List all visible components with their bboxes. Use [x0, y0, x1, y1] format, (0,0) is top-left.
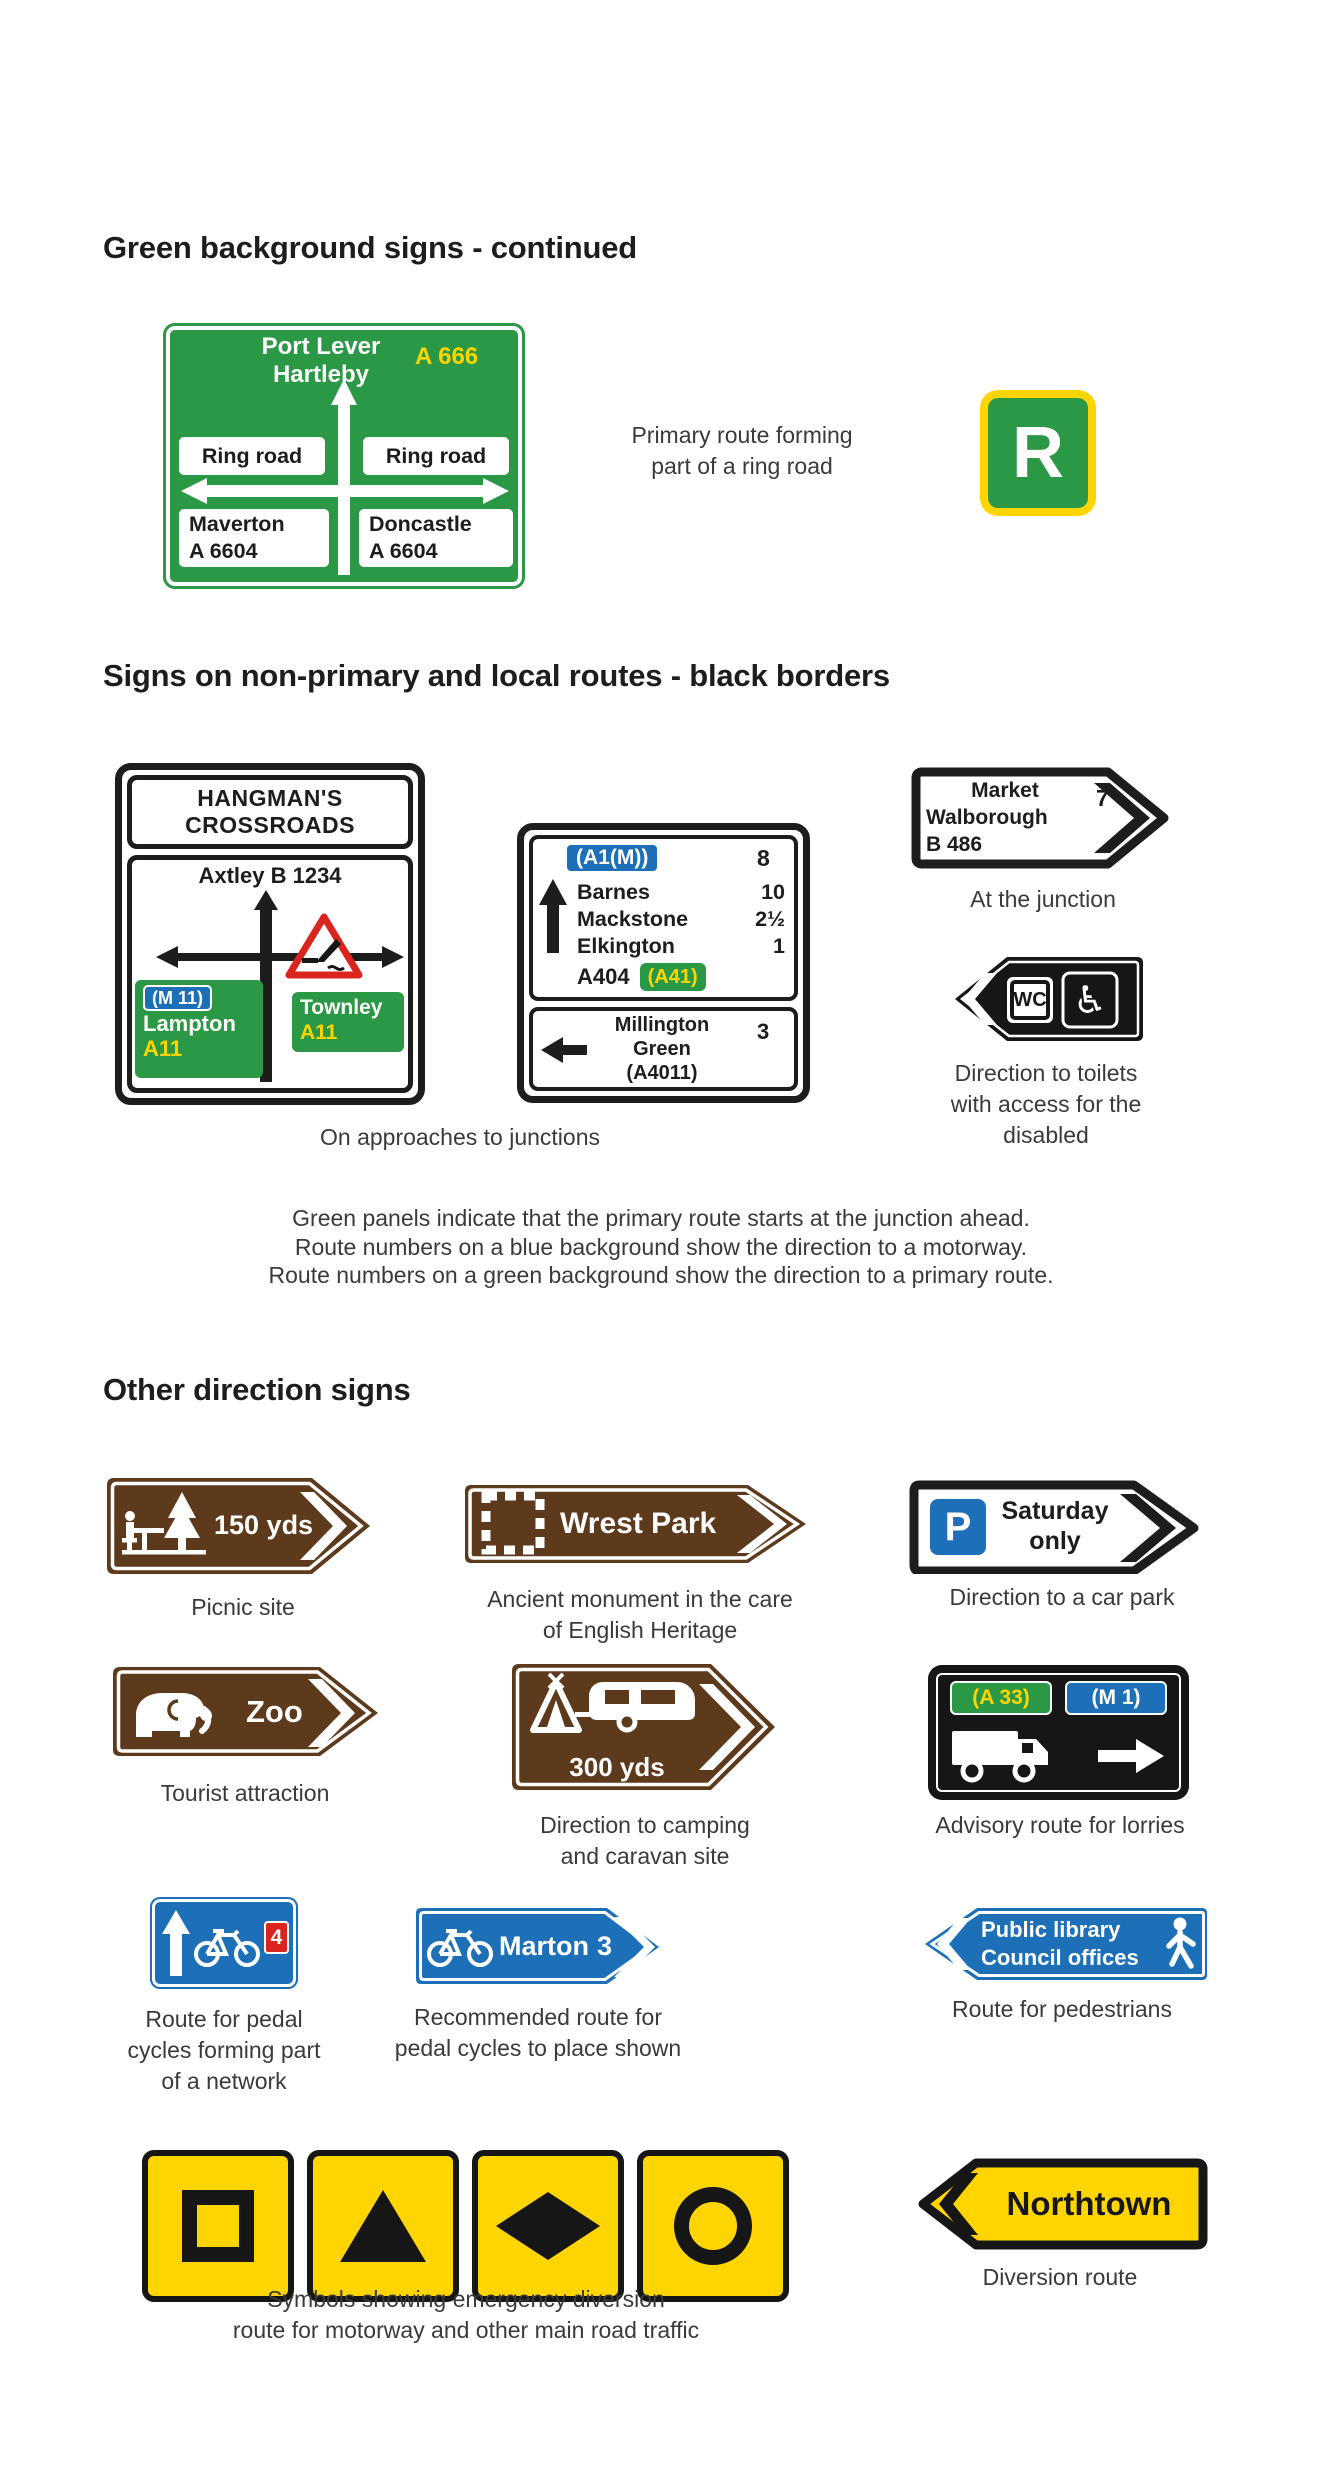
destination: Wrest Park [560, 1507, 717, 1540]
cycle-network-caption: Route for pedal cycles forming part of a network [127, 2006, 321, 2094]
section-heading-non-primary: Signs on non-primary and local routes - black borders [103, 658, 890, 693]
filled-triangle-icon [338, 2186, 428, 2266]
lorry-icon [950, 1723, 1068, 1785]
wrest-caption: Ancient monument in the care of English Heritage [487, 1586, 793, 1643]
hollow-circle-icon [674, 2187, 752, 2265]
distance: 3 [757, 1019, 770, 1044]
junction-approach-caption: On approaches to junctions [319, 1124, 601, 1150]
restriction-text: Saturday only [1001, 1497, 1109, 1555]
carpark-caption: Direction to a car park [949, 1584, 1175, 1610]
route-number: A 6604 [369, 539, 438, 563]
parking-icon: P [930, 1499, 986, 1555]
destination: Zoo [246, 1693, 303, 1729]
ancient-monument-sign [460, 1481, 812, 1567]
route-number: A 666 [415, 343, 479, 370]
picnic-site-sign [102, 1474, 378, 1578]
hollow-square-icon [182, 2190, 254, 2262]
ring-road-panel-right: Ring road [363, 437, 509, 475]
market-walborough-flag-sign [910, 767, 1172, 869]
diversion-symbol-circle [637, 2150, 789, 2302]
cycle-network-sign [150, 1897, 298, 1989]
ring-road-symbol-sign [980, 390, 1096, 516]
hangmans-crossroads-sign [115, 763, 425, 1105]
diversion-route-caption: Diversion route [982, 2264, 1138, 2290]
pedestrian-caption: Route for pedestrians [952, 1996, 1172, 2022]
distance: 150 yds [214, 1510, 314, 1540]
motorway-route-panel: (M 11) [143, 985, 212, 1011]
route-number: A11 [300, 1021, 338, 1044]
primary-route-panel: (A 33) [950, 1681, 1052, 1715]
lorry-caption: Advisory route for lorries [935, 1812, 1185, 1838]
motorway-route-panel: (A1(M)) [565, 843, 659, 873]
destination: Doncastle [369, 512, 472, 536]
wc-label: WC [1013, 988, 1047, 1011]
filled-diamond-icon [494, 2190, 602, 2262]
distance-list: 10 2½ 1 [755, 880, 785, 958]
destination: Marton [499, 1930, 589, 1961]
camping-caravan-sign [507, 1660, 781, 1794]
route-number: A 6604 [189, 539, 258, 563]
destination: Hartleby [272, 361, 370, 388]
left-arrow-icon [541, 1037, 587, 1063]
right-arrow-icon [1098, 1739, 1164, 1773]
cycle-route-number: 4 [264, 1921, 289, 1954]
left-turn-panel [529, 1007, 798, 1091]
destination: Millington Green (A4011) [614, 1014, 710, 1084]
destination: Northtown [1006, 2185, 1172, 2222]
primary-route-panel-right [292, 992, 404, 1052]
ring-road-direction-sign [163, 323, 525, 589]
junction-map-panel [127, 855, 413, 1093]
wheelchair-icon: ♿ [1072, 978, 1108, 1022]
ahead-destination: Axtley B 1234 [198, 863, 342, 888]
diversion-route-sign [912, 2158, 1209, 2250]
lorry-route-sign [928, 1665, 1189, 1800]
cycle-route-sign [411, 1904, 664, 1988]
destination: Maverton [189, 512, 285, 536]
ring-road-panel-left: Ring road [179, 437, 325, 475]
diversion-symbols-caption: Symbols showing emergency diversion route for motorway and other main road traffic [232, 2286, 700, 2343]
diversion-symbol-square [142, 2150, 294, 2302]
distance: 300 yds [569, 1752, 665, 1782]
destination-text: Public library Council offices [981, 1917, 1139, 1970]
distance: 3 [597, 1930, 613, 1961]
motorway-route-panel: (M 1) [1065, 1681, 1167, 1715]
primary-route-panel-left [135, 980, 263, 1078]
section-heading-other-direction: Other direction signs [103, 1372, 411, 1407]
ring-road-caption: Primary route forming part of a ring road [631, 422, 853, 479]
green-panels-note: Green panels indicate that the primary route starts at the junction ahead. Route numbers on a blue background show the direction to a motorway. Route numbers on a green background show the direction to a primary route. [268, 1205, 1054, 1288]
ahead-panel [529, 835, 798, 1001]
picnic-caption: Picnic site [191, 1594, 295, 1620]
ahead-arrow-icon [162, 1910, 190, 1976]
pedestrian-route-sign [915, 1904, 1212, 1984]
route-row [577, 963, 706, 991]
destination-panel-bottom-right [359, 509, 513, 567]
pedestrian-icon [1163, 1916, 1203, 1972]
distance: 8 [757, 845, 770, 871]
destination: Lampton [143, 1011, 236, 1036]
route-number: A404 [577, 964, 630, 989]
opening-bridge-warning-icon [284, 910, 364, 982]
toilets-disabled-access-sign [945, 953, 1149, 1045]
tourist-attraction-sign [108, 1663, 386, 1760]
junction-name-panel: HANGMAN'S CROSSROADS [127, 775, 413, 849]
market-caption: At the junction [970, 886, 1116, 912]
destination-list: Barnes Mackstone Elkington [577, 880, 689, 958]
distance: 7 [1096, 785, 1109, 811]
ahead-destinations [221, 333, 421, 389]
section-heading-green-signs: Green background signs - continued [103, 230, 638, 265]
bicycle-icon [194, 1921, 260, 1967]
destination: Port Lever [261, 333, 381, 360]
destination-panel-bottom-left [179, 509, 329, 567]
cycle-route-caption: Recommended route for pedal cycles to place shown [394, 2004, 682, 2061]
junction-approach-stack-sign [517, 823, 810, 1103]
wc-caption: Direction to toilets with access for the disabled [950, 1060, 1142, 1148]
car-park-direction-sign [908, 1480, 1202, 1574]
zoo-caption: Tourist attraction [160, 1780, 330, 1806]
diversion-symbol-triangle [307, 2150, 459, 2302]
destination-text: Market Walborough B 486 [926, 779, 1048, 856]
ring-road-letter: R [988, 398, 1088, 508]
diversion-symbol-diamond [472, 2150, 624, 2302]
ahead-arrow-icon [539, 879, 567, 953]
destination: Townley [300, 996, 383, 1019]
camping-caption: Direction to camping and caravan site [540, 1812, 750, 1869]
primary-route-panel: (A41) [640, 963, 706, 991]
route-number: A11 [143, 1036, 183, 1061]
